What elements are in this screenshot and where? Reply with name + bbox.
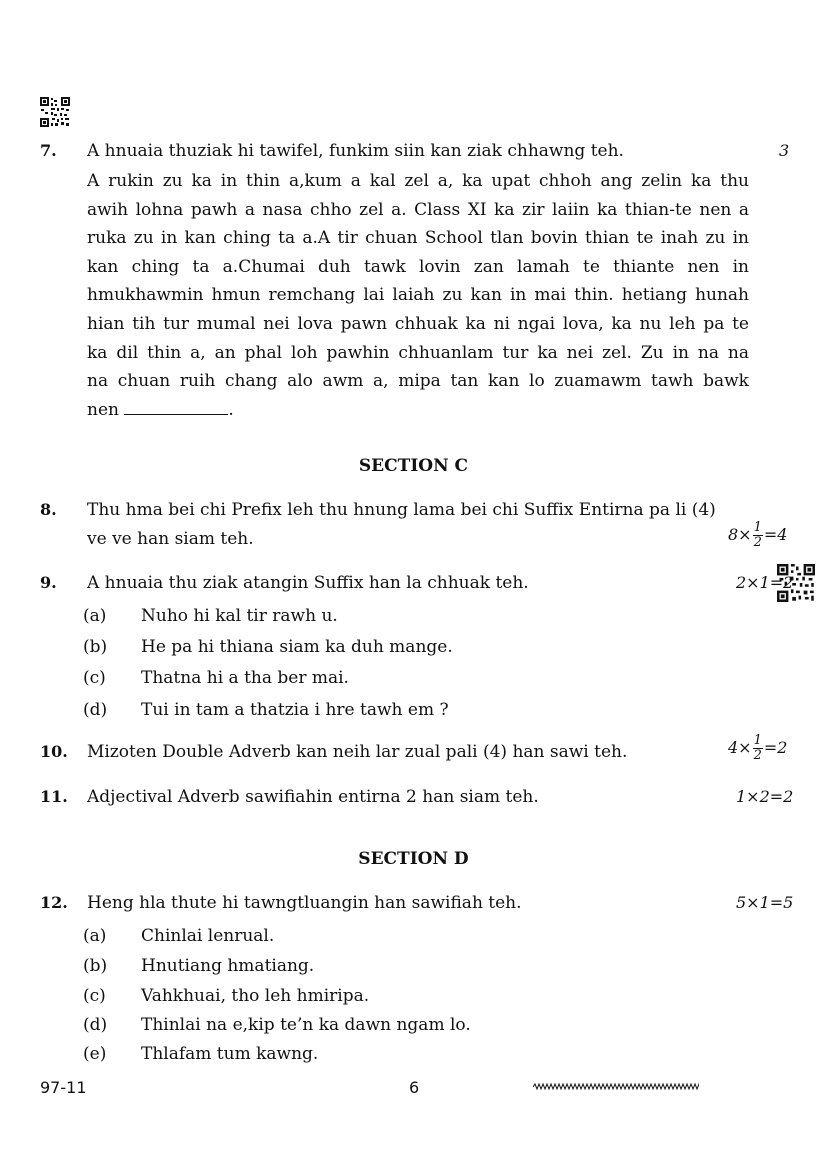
- wavy-line-decoration: [533, 1082, 699, 1092]
- question-7-prompt: A hnuaia thuziak hi tawifel, funkim siin kan ziak chhawng teh.: [87, 141, 624, 161]
- question-10-marks: [728, 734, 787, 763]
- passage-line: ka dil thin a, an phal loh pawhin chhuanlam tur ka nei zel. Zu in na na: [87, 342, 749, 363]
- passage-line: awih lohna pawh a nasa chho zel a. Class XI ka zir laiin ka thian-te nen a: [87, 199, 749, 220]
- marks-multiplier: 8×: [728, 525, 752, 544]
- passage-line: na chuan ruih chang alo awm a, mipa tan kan lo zuamawm tawh bawk: [87, 371, 749, 392]
- footer-page-number: 6: [409, 1078, 420, 1097]
- question-8-line2: ve ve han siam teh.: [87, 529, 254, 549]
- fraction: [753, 521, 763, 550]
- question-12-prompt: Heng hla thute hi tawngtluangin han sawifiah teh.: [87, 893, 522, 913]
- q12-item-letter: (d): [83, 1015, 108, 1035]
- question-10-number: 10.: [40, 742, 68, 761]
- passage-line: hian tih tur mumal nei lova pawn chhuak ka ni ngai lova, ka nu leh pa te: [87, 313, 749, 334]
- q12-item-text: Thlafam tum kawng.: [141, 1044, 319, 1064]
- passage-line: hmukhawmin hmun remchang lai laiah zu kan in mai thin. hetiang hunah: [87, 285, 749, 306]
- question-11-prompt: Adjectival Adverb sawifiahin entirna 2 han siam teh.: [87, 787, 539, 807]
- q12-item-letter: (e): [83, 1044, 107, 1064]
- q12-item-text: Chinlai lenrual.: [141, 926, 275, 946]
- fraction-denominator: 2: [753, 748, 762, 763]
- question-12-marks: 5×1=5: [736, 893, 794, 912]
- question-8-line1: Thu hma bei chi Prefix leh thu hnung lama bei chi Suffix Entirna pa li (4): [87, 500, 716, 520]
- answer-blank: [124, 400, 228, 415]
- q9-item-letter: (d): [83, 700, 108, 720]
- passage-line: ruka zu in kan ching ta a.A tir chuan School tlan bovin thian te inah zu in: [87, 228, 749, 249]
- q12-item-letter: (a): [83, 926, 107, 946]
- footer-paper-code: 97-11: [40, 1078, 87, 1097]
- question-9-number: 9.: [40, 573, 57, 592]
- q9-item-text: Tui in tam a thatzia i hre tawh em ?: [141, 700, 449, 720]
- passage-end-punct: .: [228, 399, 234, 420]
- q9-item-letter: (b): [83, 637, 108, 657]
- section-d-heading: SECTION D: [358, 849, 469, 869]
- marks-multiplier: 4×: [728, 738, 752, 757]
- q9-item-text: He pa hi thiana siam ka duh mange.: [141, 637, 453, 657]
- question-12-number: 12.: [40, 893, 68, 912]
- question-11-number: 11.: [40, 787, 68, 806]
- fraction: [753, 734, 763, 763]
- q9-item-text: Thatna hi a tha ber mai.: [141, 668, 349, 688]
- q9-item-letter: (a): [83, 606, 107, 626]
- question-10-prompt: Mizoten Double Adverb kan neih lar zual pali (4) han sawi teh.: [87, 742, 628, 762]
- fraction-denominator: 2: [753, 535, 762, 550]
- question-8-number: 8.: [40, 500, 57, 519]
- q12-item-text: Vahkhuai, tho leh hmiripa.: [141, 986, 370, 1006]
- marks-total: =2: [763, 738, 788, 757]
- section-c-heading: SECTION C: [358, 456, 469, 476]
- fraction-numerator: 1: [753, 733, 762, 748]
- question-9-marks: 2×1=2: [736, 573, 794, 592]
- fraction-numerator: 1: [753, 520, 762, 535]
- passage-line: A rukin zu ka in thin a,kum a kal zel a, ka upat chhoh ang zelin ka thu: [87, 171, 749, 191]
- q9-item-text: Nuho hi kal tir rawh u.: [141, 606, 338, 626]
- passage-last-word: nen: [87, 399, 119, 420]
- q12-item-text: Thinlai na e,kip te’n ka dawn ngam lo.: [141, 1015, 471, 1035]
- question-11-marks: 1×2=2: [736, 787, 794, 806]
- q9-item-letter: (c): [83, 668, 106, 688]
- passage-last-line: [87, 396, 749, 425]
- question-9-prompt: A hnuaia thu ziak atangin Suffix han la chhuak teh.: [87, 573, 529, 593]
- question-8-marks: [728, 521, 787, 550]
- marks-total: =4: [763, 525, 788, 544]
- q12-item-text: Hnutiang hmatiang.: [141, 956, 315, 976]
- question-7-passage: [87, 167, 749, 424]
- q12-item-letter: (b): [83, 956, 108, 976]
- passage-line: kan ching ta a.Chumai duh tawk lovin zan lamah te thiante nen in: [87, 256, 749, 277]
- qr-code-top: [40, 97, 70, 127]
- question-7-marks: 3: [779, 141, 790, 160]
- question-7-number: 7.: [40, 141, 57, 160]
- q12-item-letter: (c): [83, 986, 106, 1006]
